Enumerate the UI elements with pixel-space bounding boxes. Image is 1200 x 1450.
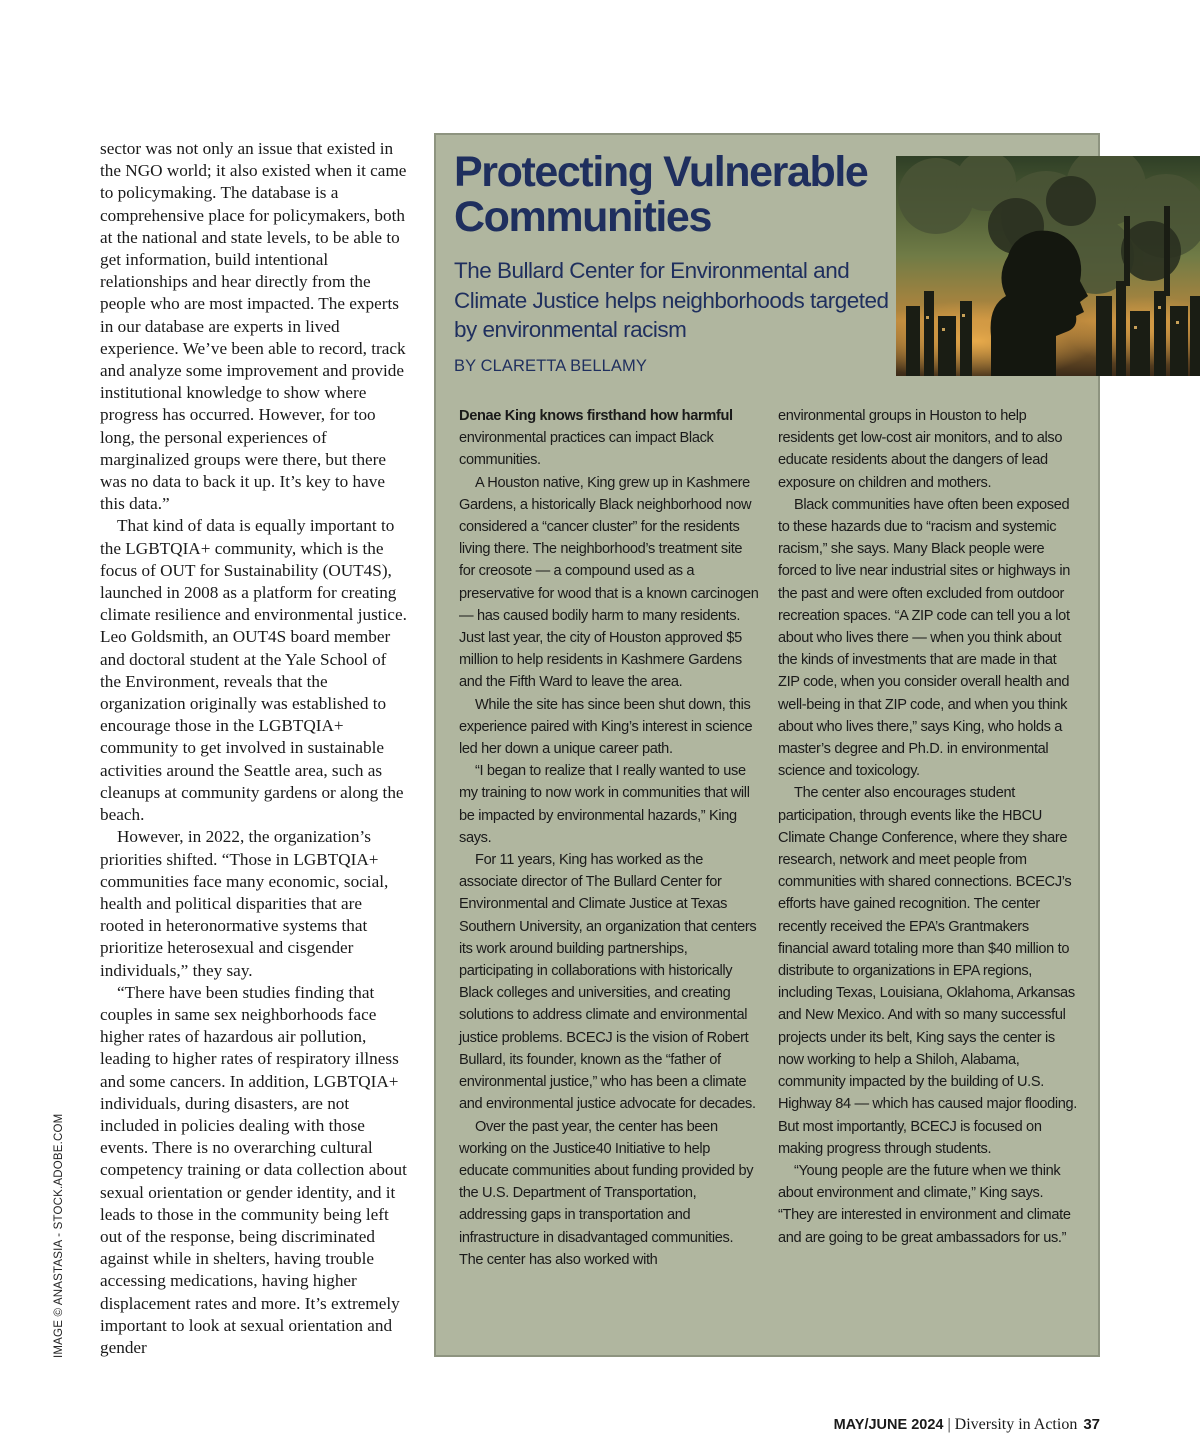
byline: BY CLARETTA BELLAMY xyxy=(454,357,647,375)
column-one-paragraph-2: A Houston native, King grew up in Kashmere Gardens, a historically Black neighborhood now considered a “cancer cluster” for the residents living there. The neighborhood’s treatment site for creosote — a compound used as a preservative for wood that is a known carcinogen — has caused bodily harm to many residents. Just last year, the city of Houston approved $5 million to help residents in Kashmere Gardens and the Fifth Ward to leave the area. xyxy=(459,474,759,691)
column-one-paragraph-4: “I began to realize that I really wanted to use my training to now work in communities that will be impacted by environmental hazards,” King says. xyxy=(459,763,750,846)
sidebar-headline: Protecting Vulnerable Communities xyxy=(454,148,868,241)
issue-date: MAY/JUNE 2024 xyxy=(833,1417,944,1433)
column-one-paragraph-6: Over the past year, the center has been working on the Justice40 Initiative to help educate communities about funding provided by the U.S. Department of Transportation, addressing gaps in transportation and infrastructure in disadvantaged communities. The center has also worked with xyxy=(459,1118,754,1268)
image-credit: IMAGE © ANASTASIA - STOCK.ADOBE.COM xyxy=(53,1113,65,1358)
column-one-paragraph-3: While the site has since been shut down, this experience paired with King’s interest in science led her down a unique career path. xyxy=(459,696,753,758)
column-two-paragraph-4: “Young people are the future when we think about environment and climate,” King says. “They are interested in environment and climate and are going to be great ambassadors for us.” xyxy=(778,1162,1071,1246)
column-two-paragraph-3: The center also encourages student participation, through events like the HBCU Climate Change Conference, where they share research, network and meet people from communities with shared connections. BCECJ’s efforts have gained recognition. The center recently received the EPA’s Grantmakers financial award totaling more than $40 million to distribute to organizations in EPA regions, including Texas, Louisiana, Oklahoma, Arkansas and New Mexico. And with so many successful projects under its belt, King says the center is now working to help a Shiloh, Alabama, community impacted by the building of U.S. Highway 84 — which has caused major flooding. But most importantly, BCECJ is focused on making progress through students. xyxy=(778,785,1077,1157)
sidebar-column-one xyxy=(459,405,759,1271)
left-paragraph-2: That kind of data is equally important to the LGBTQIA+ community, which is the focus of OUT for Sustainability (OUT4S), launched in 2008 as a platform for creating climate resilience and environmental justice. Leo Goldsmith, an OUT4S board member and doctoral student at the Yale School of the Environment, reveals that the organization originally was established to encourage those in the LGBTQIA+ community to get involved in sustainable activities around the Seattle area, such as cleanups at community gardens or along the beach. xyxy=(100,516,407,825)
sidebar-column-two xyxy=(778,405,1078,1249)
page-number: 37 xyxy=(1083,1416,1100,1433)
column-two-paragraph-2: Black communities have often been exposed to these hazards due to “racism and systemic racism,” she says. Many Black people were forced to live near industrial sites or highways in the past and were often excluded from outdoor recreation spaces. “A ZIP code can tell you a lot about who lives there — when you think about the kinds of investments that are made in that ZIP code, when you consider overall health and well-being in that ZIP code, and when you think about who lives there,” says King, who holds a master’s degree and Ph.D. in environmental science and toxicology. xyxy=(778,496,1071,780)
column-one-paragraph-1 xyxy=(459,405,759,472)
lead-in: Denae King knows firsthand how harmful xyxy=(459,408,733,424)
footer-separator: | xyxy=(943,1416,955,1433)
publication-name: Diversity in Action xyxy=(954,1416,1078,1433)
silhouette-in-smoky-city-image xyxy=(896,156,1200,376)
left-article-column xyxy=(100,138,410,1359)
column-one-paragraph-5: For 11 years, King has worked as the associate director of The Bullard Center for Environmental and Climate Justice at Texas Southern University, an organization that centers its work around building partnerships, participating in collaborations with historically Black colleges and universities, and creating solutions to address climate and environmental justice problems. BCECJ is the vision of Robert Bullard, its founder, known as the “father of environmental justice,” who has been a climate and environmental justice advocate for decades. xyxy=(459,852,757,1113)
column-two-paragraph-1: environmental groups in Houston to help residents get low-cost air monitors, and to also educate residents about the dangers of lead exposure on children and mothers. xyxy=(778,408,1063,491)
page-footer xyxy=(834,1416,1100,1434)
lead-in-rest: environmental practices can impact Black communities. xyxy=(459,430,714,469)
sidebar-deck: The Bullard Center for Environmental and Climate Justice helps neighborhoods targeted by environmental racism xyxy=(454,258,889,342)
left-paragraph-4: “There have been studies finding that couples in same sex neighborhoods face higher rates of hazardous air pollution, leading to higher rates of respiratory illness and some cancers. In addition, LGBTQIA+ individuals, during disasters, are not included in policies dealing with those events. There is no overarching cultural competency training or data collection about sexual orientation or gender identity, and it leads to those in the community being left out of the response, being discriminated against while in shelters, having trouble accessing medications, having higher displacement rates and more. It’s extremely important to look at sexual orientation and gender xyxy=(100,982,407,1357)
left-paragraph-3: However, in 2022, the organization’s priorities shifted. “Those in LGBTQIA+ communities face many economic, social, health and political disparities that are rooted in heteronormative systems that prioritize heterosexual and cisgender individuals,” they say. xyxy=(100,827,389,980)
left-paragraph-1: sector was not only an issue that existed in the NGO world; it also existed when it came to policymaking. The database is a comprehensive place for policymakers, both at the national and state levels, to be able to get information, build intentional relationships and hear directly from the people who are most impacted. The experts in our database are experts in lived experience. We’ve been able to record, track and analyze some improvement and provide institutional knowledge to show where progress has occurred. However, for too long, the personal experiences of marginalized groups were there, but there was no data to back it up. It’s key to have this data.” xyxy=(100,139,407,514)
